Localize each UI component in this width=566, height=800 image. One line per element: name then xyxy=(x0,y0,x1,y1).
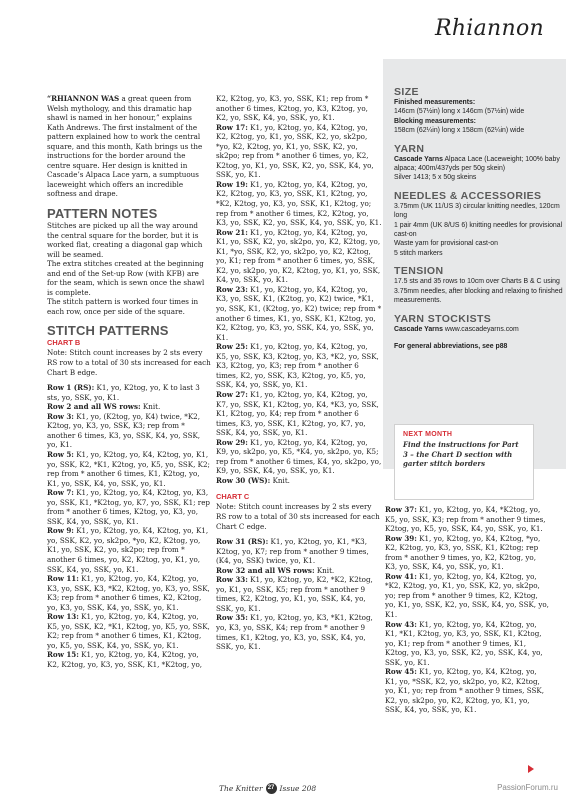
row-instructions: K1, yo, K2tog, yo, K4, K2tog, yo, K5, yo, SSK, K2, *K1, K2tog, yo, K5, yo, SSK, K2; rep from * another 6 times, K1, K2tog, yo, K5, yo, SSK, K4, yo, SSK, yo, K1. xyxy=(47,612,210,650)
next-month-text: Find the instructions for Part 3 – the Chart D section with garter stitch borders xyxy=(403,440,519,468)
pattern-row xyxy=(216,476,382,486)
tension-heading: TENSION xyxy=(394,265,444,278)
row-label: Row 45: xyxy=(385,667,417,677)
pattern-row xyxy=(47,402,211,412)
pattern-title: Rhiannon xyxy=(434,16,544,41)
pattern-row xyxy=(385,505,549,534)
row-label: Row 11: xyxy=(47,574,79,584)
abbreviations-note: For general abbreviations, see p88 xyxy=(394,342,508,350)
row-label: Row 19: xyxy=(216,179,248,189)
pattern-row xyxy=(216,285,382,342)
page-number: 27 xyxy=(266,783,277,794)
row-label: Row 30 (WS): xyxy=(216,475,271,485)
needles-item: Waste yarn for provisional cast-on xyxy=(394,240,498,248)
row-instructions: Knit. xyxy=(270,475,290,485)
row-label: Row 3: xyxy=(47,411,74,421)
row-label: Row 31 (RS): xyxy=(216,537,269,547)
row-instructions: K1, yo, K2tog, yo, K1, *K3, K2tog, yo, K7; rep from * another 9 times, (K4, yo, SSK) twice, yo, K1. xyxy=(216,537,369,566)
row-label: Row 1 (RS): xyxy=(47,383,95,393)
intro-lead: “RHIANNON WAS xyxy=(47,94,120,103)
blocking-value: 158cm (62¼in) long x 158cm (62¼in) wide xyxy=(394,127,525,135)
pattern-row xyxy=(216,438,382,476)
row-instructions: K1, yo, K2tog, yo, K4, K2tog, yo, K7, yo, SSK, K1, K2tog, yo, K4, *K3, yo, SSK, K1, K2tog, yo, K4; rep from * another 6 times, K3, yo, SSK, K1, K2tog, yo, K7, yo, SSK, K4, yo, SSK, yo, K1. xyxy=(216,389,379,438)
stockists-heading: YARN STOCKISTS xyxy=(394,312,492,325)
row-instructions: K1, yo, K2tog, yo, K2, *K2, K2tog, yo, K1, yo, SSK, K5; rep from * another 9 times, K2, K2tog, yo, K1, yo, SSK, K4, yo, SSK, yo, K1. xyxy=(216,575,373,613)
pattern-row xyxy=(216,342,382,390)
needles-item: 3.75mm (UK 11/US 3) circular knitting needles, 120cm long xyxy=(394,202,560,220)
yarn-description xyxy=(394,155,564,174)
pattern-row xyxy=(47,383,211,402)
row-label: Row 41: xyxy=(385,571,417,581)
pattern-row xyxy=(47,574,211,612)
blocking-label: Blocking measurements: xyxy=(394,117,476,125)
pattern-notes-heading: PATTERN NOTES xyxy=(47,206,158,222)
row-label: Row 43: xyxy=(385,619,417,629)
chart-b-rows-continued xyxy=(216,94,382,485)
pattern-row xyxy=(216,566,382,576)
intro-paragraph xyxy=(47,94,211,199)
watermark: PassionForum.ru xyxy=(497,783,558,792)
issue-number: Issue 208 xyxy=(279,784,317,793)
chart-b-heading: CHART B xyxy=(47,338,81,348)
magazine-name: The Knitter xyxy=(219,784,263,793)
pattern-row xyxy=(216,575,382,613)
chart-c-note: Note: Stitch count increases by 2 sts every RS row to a total of 30 sts increased for each Chart C edge. xyxy=(216,502,380,531)
row-label: Row 39: xyxy=(385,533,417,543)
next-month-box xyxy=(394,424,534,500)
row-instructions: K1, yo, K2tog, yo, K4, *K2tog, yo, K5, yo, SSK, K3; rep from * another 9 times, K2tog, yo, K5, yo, SSK, K4, yo, SSK, yo, K1. xyxy=(385,505,546,534)
sidebar-content xyxy=(394,86,564,351)
row-label: Row 15: xyxy=(47,650,79,660)
row-instructions: K1, yo, K2tog, yo, K3, *K1, K2tog, yo, K3, yo, SSK, K4; rep from * another 9 times, K1, K2tog, yo, K3, yo, SSK, K4, yo, SSK, yo, K1. xyxy=(216,613,373,652)
row-instructions: K1, yo, K2tog, yo, K4, K2tog, yo, K2, K2tog, yo, K3, yo, SSK, K1, K2tog, yo, *K2, K2tog, yo, K3, yo, SSK, K1, K2tog, yo; rep from * another 6 times, K2, K2tog, yo, K3, yo, SSK, K2, yo, SSK, K4, yo, SSK, yo, K1. xyxy=(216,179,382,228)
stitch-patterns-heading: STITCH PATTERNS xyxy=(47,323,169,339)
row-label: Row 2 and all WS rows: xyxy=(47,402,141,412)
intro-text: a great queen from Welsh mythology, and this dramatic hap shawl is named in her honour,” explains Kath Andrews. The first instalment of the pattern explained how to work the central square, and this month, Kath brings us the instructions for the border around the centre square. Her design is knitted in Cascade’s Alpaca Lace yarn, a sumptuous laceweight which offers an incredible softness and drape. xyxy=(47,94,203,199)
row-label: Row 9: xyxy=(47,526,74,536)
chart-c-heading: CHART C xyxy=(216,492,250,502)
pattern-row xyxy=(385,620,549,668)
tension-text: 17.5 sts and 35 rows to 10cm over Charts B & C using 3.75mm needles, after blocking and relaxing to finished measurements. xyxy=(394,278,563,305)
row-instructions: K1, yo, K2tog, yo, K4, K2tog, yo, K5, yo, SSK, K3, K2tog, yo, K3, *K2, yo, SSK, K3, K2tog, yo, K3; rep from * another 6 times, K2, yo, SSK, K3, K2tog, yo, K5, yo, SSK, K4, yo, SSK, yo, K1. xyxy=(216,342,379,390)
row-instructions: K1, yo, K2tog, yo, K4, K2tog, yo, K1, yo, SSK, K2, yo, sk2po, *yo, K2, K2tog, yo, K1, yo, SSK, K2, yo, sk2po; rep from * another 6 times, yo, K2, K2tog, yo, K1, yo, SSK, K4, yo, SSK, yo, K1. xyxy=(47,526,209,574)
row-label: Row 29: xyxy=(216,437,248,447)
continue-arrow-icon xyxy=(528,765,534,773)
chart-c-rows-continued xyxy=(385,505,549,715)
chart-c-rows xyxy=(216,537,382,652)
pattern-row xyxy=(216,123,382,180)
yarn-details: Alpaca Lace (Laceweight; 100% baby alpaca; 400m/437yds per 50g skein) xyxy=(394,155,560,173)
pattern-row xyxy=(47,526,211,574)
row-label: Row 7: xyxy=(47,488,74,498)
page-footer xyxy=(219,783,316,794)
row-instructions: K1, yo, (K2tog, yo, K4) twice, *K2, K2tog, yo, K3, yo, SSK, K3; rep from * another 6 times, K3, yo, SSK, K4, yo, SSK, yo, K1. xyxy=(47,411,201,450)
pattern-row xyxy=(216,613,382,651)
row-label: Row 13: xyxy=(47,612,79,622)
pattern-row xyxy=(385,667,549,715)
stockist-name: Cascade Yarns xyxy=(394,325,443,333)
column-3 xyxy=(385,505,549,715)
row-label: Row 32 and all WS rows: xyxy=(216,565,315,575)
row-instructions: K1, yo, K2tog, yo, K4, K2tog, yo, K9, yo, sk2po, yo, K5, *K4, yo, sk2po, yo, K5; rep from * another 6 times, K4, yo, sk2po, yo, K9, yo, SSK, K4, yo, SSK, yo, K1. xyxy=(216,437,382,476)
row-label: Row 25: xyxy=(216,342,248,352)
chart-b-note: Note: Stitch count increases by 2 sts every RS row to a total of 30 sts increased for each Chart B edge. xyxy=(47,348,211,377)
needles-heading: NEEDLES & ACCESSORIES xyxy=(394,189,542,202)
row-instructions: K1, yo, K2tog, yo, K4, K2tog, yo, *K2, K2tog, yo, K1, yo, SSK, K2, yo, sk2po, yo; rep from * another 9 times, K2, K2tog, yo, K1, yo, SSK, K2, yo, SSK, K4, yo, SSK, yo, K1. xyxy=(385,571,549,620)
notes-paragraph: The stitch pattern is worked four times in each row, once per side of the square. xyxy=(47,297,199,316)
row-label: Row 33: xyxy=(216,575,248,585)
row-instructions: K1, yo, K2tog, yo, K to last 3 sts, yo, SSK, yo, K1. xyxy=(47,383,200,402)
pattern-row xyxy=(47,412,211,450)
pattern-row xyxy=(47,488,211,526)
row-instructions: K2, K2tog, yo, K3, yo, SSK, K1; rep from * another 6 times, K2tog, yo, K3, K2tog, yo, K2, yo, SSK, K4, yo, SSK, yo, K1. xyxy=(216,94,369,123)
row-label: Row 27: xyxy=(216,389,248,399)
notes-paragraph: The extra stitches created at the beginning and end of the Set-up Row (with KFB) are for the seam, which is sewn once the shawl is complete. xyxy=(47,259,205,297)
size-heading: SIZE xyxy=(394,86,419,98)
row-instructions: K1, yo, K2tog, yo, K4, K2tog, yo, K1, yo, SSK, K2, yo, sk2po, yo, K2, K2tog, yo, K1, *yo, SSK, K2, yo, sk2po, yo, K2, K2tog, yo, K1; rep from * another 6 times, yo, SSK, K2, yo, sk2po, yo, K2, K2tog, yo, K1, yo, SSK, K4, yo, SSK, yo, K1. xyxy=(216,227,381,285)
row-instructions: K1, yo, K2tog, yo, K4, K2tog, yo, K3, yo, SSK, K1, (K2tog, yo, K2) twice, *K1, yo, SSK, K1, (K2tog, yo, K2) twice; rep from * another 6 times, K1, yo, SSK, K1, K2tog, yo, K2, K2tog, yo, K3, yo, SSK, K4, yo, SSK, yo, K1. xyxy=(216,284,382,342)
row-label: Row 21: xyxy=(216,227,248,237)
pattern-row xyxy=(216,537,382,566)
chart-b-rows xyxy=(47,383,211,669)
row-instructions: K1, yo, K2tog, yo, K4, K2tog, yo, K3, yo, SSK, K1, *K2tog, yo, K7, yo, SSK, K1; rep from * another 6 times, K2tog, yo, K3, yo, SSK, K4, yo, SSK, yo, K1. xyxy=(47,488,211,526)
row-instructions: K1, yo, K2tog, yo, K4, K2tog, yo, K3, yo, SSK, K3, *K2, K2tog, yo, K3, yo, SSK, K3; rep from * another 6 times, K2, K2tog, yo, K3, yo, SSK, K4, yo, SSK, yo, K1. xyxy=(47,574,210,612)
row-instructions: K1, yo, K2tog, yo, K4, K2tog, yo, K1, *K1, K2tog, yo, K3, yo, SSK, K1, K2tog, yo, K1; rep from * another 9 times, K1, K2tog, yo, K3, yo, SSK, K2, yo, SSK, K4, yo, SSK, yo, K1. xyxy=(385,619,543,667)
yarn-heading: YARN xyxy=(394,142,425,155)
finished-value: 146cm (57½in) long x 146cm (57½in) wide xyxy=(394,108,525,116)
pattern-row xyxy=(216,180,382,228)
pattern-row xyxy=(385,534,549,572)
finished-label: Finished measurements: xyxy=(394,99,476,106)
row-instructions: K1, yo, K2tog, yo, K4, K2tog, *yo, K2, K2tog, yo, K3, yo, SSK, K1, K2tog; rep from * another 9 times, yo, K2, K2tog, yo, K3, yo, SSK, K4, yo, SSK, yo, K1. xyxy=(385,533,541,572)
row-label: Row 37: xyxy=(385,505,417,514)
notes-paragraph: Stitches are picked up all the way around the central square for the border, but it is worked flat, creating a diagonal gap which will be seamed. xyxy=(47,221,203,259)
row-instructions: K1, yo, K2tog, yo, K4, K2tog, yo, K2, K2tog, yo, K1, yo, SSK, K2, yo, sk2po, *yo, K2, K2tog, yo, K1, yo, SSK, K2, yo, sk2po; rep from * another 6 times, yo, K2, K2tog, yo, K1, yo, SSK, K2, yo, SSK, K4, yo, SSK, yo, K1. xyxy=(216,122,374,180)
yarn-name: Cascade Yarns xyxy=(394,155,443,163)
pattern-row xyxy=(47,612,211,650)
row-instructions: K1, yo, K2tog, yo, K4, K2tog, yo, K2, K2tog, yo, K3, yo, SSK, K1, *K2tog, yo, xyxy=(47,650,203,669)
column-2 xyxy=(216,94,382,652)
row-label: Row 5: xyxy=(47,449,74,459)
row-instructions: K1, yo, K2tog, yo, K4, K2tog, yo, K1, yo, SSK, K2, *K1, K2tog, yo, K5, yo, SSK, K2; rep from * another 6 times, K1, K2tog, yo, K1, yo, SSK, K4, yo, SSK, yo, K1. xyxy=(47,449,210,488)
pattern-row xyxy=(216,94,382,123)
pattern-row xyxy=(385,572,549,620)
next-month-label: NEXT MONTH xyxy=(403,431,453,438)
row-instructions: K1, yo, K2tog, yo, K4, K2tog, yo, K1, yo, *SSK, K2, yo, sk2po, yo, K2, K2tog, yo, K1, yo; rep from * another 9 times, SSK, K2, yo, sk2po, yo, K2, K2tog, yo, K1, yo, SSK, K4, yo, SSK, yo, K1. xyxy=(385,667,544,715)
row-label: Row 23: xyxy=(216,284,248,294)
row-instructions: Knit. xyxy=(314,565,335,575)
column-1 xyxy=(47,94,211,670)
stockist-url: www.cascadeyarns.com xyxy=(442,325,519,333)
needles-item: 5 stitch markers xyxy=(394,249,443,257)
row-instructions: Knit. xyxy=(140,402,161,412)
row-label: Row 17: xyxy=(216,122,248,132)
stockist-line xyxy=(394,325,564,334)
pattern-row xyxy=(216,390,382,438)
pattern-row xyxy=(47,650,211,669)
pattern-row xyxy=(216,228,382,285)
needles-item: 1 pair 4mm (UK 8/US 6) knitting needles for provisional cast-on xyxy=(394,221,563,239)
row-label: Row 35: xyxy=(216,613,248,623)
pattern-row xyxy=(47,450,211,488)
yarn-colour: Silver 1413; 5 x 50g skeins xyxy=(394,174,477,182)
